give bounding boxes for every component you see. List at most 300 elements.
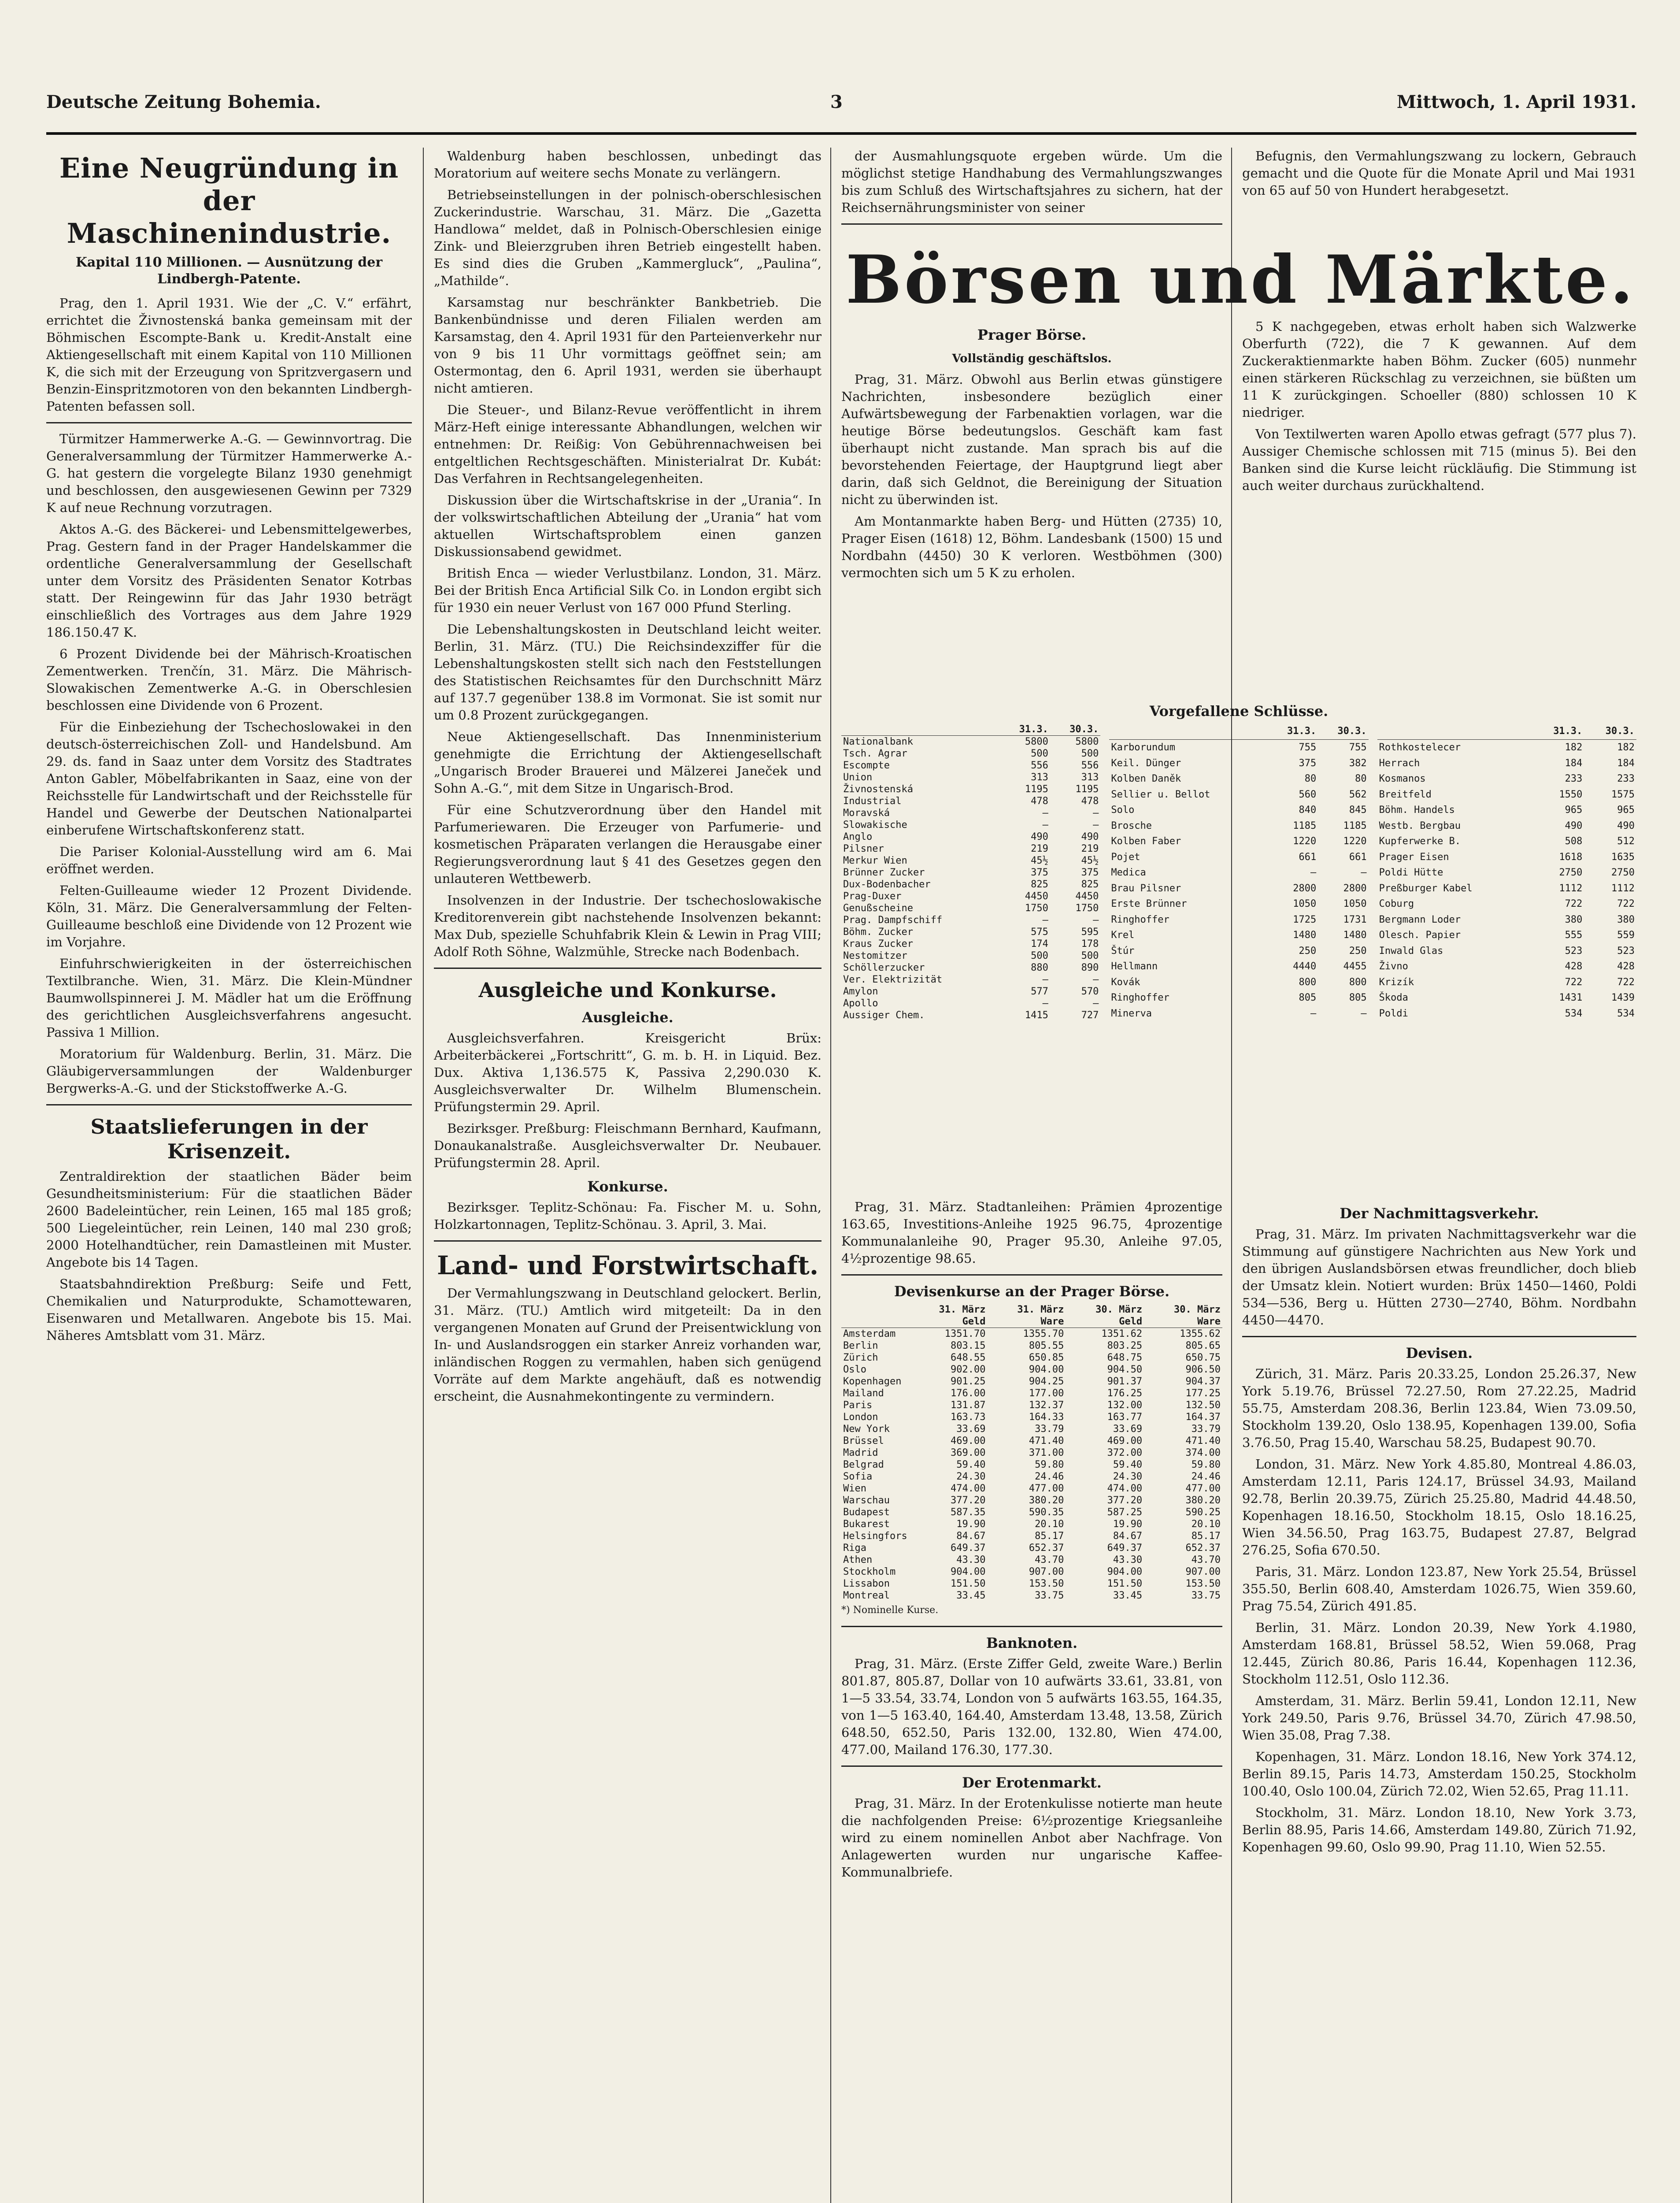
article-paragraph: Ausgleichsverfahren. Kreisgericht Brüx: Arbeiterbäckerei „Fortschritt“, G. m. b. H. in Liquid. Bez. Dux. Aktiva 1,136.575 K, Passiva 2,290.030 K. Ausgleichsverwalter Dr. Wilhelm Blumenschein. Prüfungstermin 29. April. bbox=[434, 1031, 821, 1114]
table-cell: 59.80 bbox=[1191, 1459, 1221, 1470]
table-cell: — bbox=[1310, 1008, 1317, 1019]
table-cell: 800 bbox=[1349, 976, 1367, 988]
headline-nachmittagsverkehr: Der Nachmittagsverkehr. bbox=[1340, 1205, 1539, 1222]
article-paragraph: Berlin, 31. März. London 20.39, New York 4.1980, Amsterdam 168.81, Brüssel 58.52, Wien 59.068, Prag 12.445, Zürich 80.86, Paris 16.44, Kopenhagen 112.36, Stockholm 112.51, Oslo 112.36. bbox=[1242, 1620, 1636, 1687]
boerse-table-columns bbox=[841, 723, 1636, 1021]
table-cell: Kovák bbox=[1111, 976, 1140, 988]
table-cell: 1351.62 bbox=[1101, 1328, 1143, 1339]
subheadline-kapital: Kapital 110 Millionen. — Ausnützung der Lindbergh-Patente. bbox=[75, 255, 383, 287]
boerse-row bbox=[1377, 849, 1636, 865]
table-cell: Pilsner bbox=[843, 843, 884, 854]
table-cell: Riga bbox=[843, 1543, 866, 1554]
table-cell: 1439 bbox=[1611, 992, 1635, 1004]
table-cell: Nationalbank bbox=[843, 736, 913, 747]
table-cell: 474.00 bbox=[1107, 1483, 1143, 1494]
table-cell: 151.50 bbox=[951, 1578, 986, 1589]
table-cell: 33.79 bbox=[1191, 1424, 1221, 1435]
article-paragraph: Prag, 31. März. (Erste Ziffer Geld, zweite Ware.) Berlin 801.87, 805.87, Dollar von 10 aufwärts 33.61, 33.81, von 1—5 33.54, 33.74, London von 5 aufwärts 163.55, 164.35, von 1—5 163.40, 164.40, Amsterdam 13.48, 13.58, Zürich 648.50, 652.50, Paris 132.00, 132.80, Wien 474.00, 477.00, Mailand 176.30, 177.30. bbox=[841, 1656, 1222, 1757]
boerse-row bbox=[1109, 849, 1368, 865]
table-cell: 907.00 bbox=[1029, 1566, 1064, 1577]
table-cell: 575 bbox=[1031, 927, 1048, 938]
table-cell: 177.25 bbox=[1185, 1388, 1221, 1399]
devisen-row bbox=[841, 1399, 1222, 1411]
boerse-row bbox=[1377, 802, 1636, 818]
table-cell: 555 bbox=[1565, 930, 1583, 941]
article-paragraph: 6 Prozent Dividende bei der Mährisch-Kroatischen Zementwerken. Trenčín, 31. März. Die Mährisch-Slowakischen Zementwerke A.-G. in Oberschlesien beschlossen eine Dividende von 6 Prozent. bbox=[46, 646, 412, 713]
table-cell: 965 bbox=[1617, 805, 1635, 816]
table-cell: 904.00 bbox=[1029, 1364, 1064, 1375]
table-cell: Keil. Dünger bbox=[1111, 757, 1181, 769]
table-cell: 577 bbox=[1031, 986, 1048, 997]
devisen-row bbox=[841, 1328, 1222, 1340]
table-cell: 24.30 bbox=[956, 1471, 986, 1482]
table-cell: 369.00 bbox=[951, 1447, 986, 1458]
table-cell: 534 bbox=[1617, 1008, 1635, 1019]
table-cell: 163.77 bbox=[1107, 1412, 1143, 1423]
table-cell: 845 bbox=[1349, 805, 1367, 816]
boerse-row bbox=[841, 998, 1100, 1009]
divider bbox=[434, 1240, 821, 1242]
table-cell: 33.45 bbox=[1113, 1590, 1143, 1601]
table-cell: Wien bbox=[843, 1483, 866, 1494]
table-cell: 59.40 bbox=[956, 1459, 986, 1470]
boerse-row bbox=[841, 736, 1100, 748]
table-cell: 805 bbox=[1299, 992, 1317, 1004]
table-cell: — bbox=[1042, 974, 1048, 985]
article-paragraph: Zürich, 31. März. Paris 20.33.25, London 25.26.37, New York 5.19.76, Brüssel 72.27.50, Rom 27.22.25, Madrid 55.75, Amsterdam 208.36, Berlin 123.84, Wien 73.09.50, Stockholm 139.20, Oslo 138.95, Kopenhagen 139.00, Sofia 3.76.50, Prag 15.40, Warschau 58.25, Budapest 90.70. bbox=[1242, 1366, 1636, 1450]
devisen-table-note: *) Nominelle Kurse. bbox=[841, 1605, 939, 1616]
boerse-row bbox=[1377, 771, 1636, 787]
table-cell: Brau Pilsner bbox=[1111, 883, 1181, 894]
boerse-row bbox=[841, 938, 1100, 950]
boerse-row bbox=[841, 986, 1100, 998]
boerse-row bbox=[1377, 786, 1636, 802]
table-cell: Brosche bbox=[1111, 820, 1152, 831]
table-header-row bbox=[841, 1304, 1222, 1328]
article-paragraph: Paris, 31. März. London 123.87, New York 25.54, Brüssel 355.50, Berlin 608.40, Amsterdam 1026.75, Wien 359.60, Prag 75.54, Zürich 491.85. bbox=[1242, 1564, 1636, 1613]
table-cell: Mailand bbox=[843, 1388, 884, 1399]
table-cell: 1195 bbox=[1025, 784, 1048, 795]
table-cell: Prag. Dampfschiff bbox=[843, 915, 943, 926]
table-cell: 184 bbox=[1565, 757, 1583, 769]
table-cell: 1431 bbox=[1559, 992, 1583, 1004]
table-cell: 1195 bbox=[1075, 784, 1099, 795]
boerse-row bbox=[841, 902, 1100, 914]
table-cell: 523 bbox=[1565, 945, 1583, 957]
table-cell: 1750 bbox=[1075, 903, 1099, 914]
table-header-row bbox=[1109, 723, 1368, 739]
table-cell: Herrach bbox=[1379, 757, 1420, 769]
article-paragraph: Aktos A.-G. des Bäckerei- und Lebensmittelgewerbes, Prag. Gestern fand in der Prager Handelskammer die ordentliche Generalversammlung der Gesellschaft unter dem Vorsitz des Präsidenten Senator Kotrbas statt. Der Reingewinn für das Jahr 1930 beträgt einschließlich des Vortrages aus dem Jahre 1929 186.150.47 K. bbox=[46, 522, 412, 640]
column-1 bbox=[46, 148, 412, 2203]
boerse-row bbox=[1109, 818, 1368, 834]
table-cell: 233 bbox=[1565, 773, 1583, 785]
table-cell: 523 bbox=[1617, 945, 1635, 957]
table-cell: 2800 bbox=[1343, 883, 1367, 894]
table-cell: 478 bbox=[1031, 796, 1048, 807]
article-paragraph: Bezirksger. Preßburg: Fleischmann Bernhard, Kaufmann, Donaukanalstraße. Ausgleichsverwalter Dr. Neubauer. Prüfungstermin 28. April. bbox=[434, 1121, 821, 1170]
devisen-row bbox=[841, 1542, 1222, 1554]
table-cell: 380 bbox=[1565, 914, 1583, 925]
headline-land-forst: Land- und Forstwirtschaft. bbox=[437, 1250, 819, 1280]
table-cell: 500 bbox=[1031, 748, 1048, 759]
table-cell: 755 bbox=[1299, 742, 1317, 753]
boerse-row bbox=[1109, 834, 1368, 849]
table-cell: 648.75 bbox=[1107, 1352, 1143, 1363]
table-cell: 1725 bbox=[1293, 914, 1317, 925]
table-cell: London bbox=[843, 1412, 878, 1423]
table-header-cell: 31. März Ware bbox=[988, 1304, 1066, 1328]
boerse-row bbox=[1377, 818, 1636, 834]
table-cell: 428 bbox=[1565, 961, 1583, 972]
table-cell: 469.00 bbox=[1107, 1435, 1143, 1446]
table-cell: 313 bbox=[1031, 772, 1048, 783]
table-cell: 33.75 bbox=[1035, 1590, 1064, 1601]
table-header-cell bbox=[1377, 723, 1532, 739]
table-cell: 182 bbox=[1565, 742, 1583, 753]
headline-devisenkurse: Devisenkurse an der Prager Börse. bbox=[894, 1283, 1170, 1300]
column-rule bbox=[1231, 148, 1232, 2203]
table-cell: 382 bbox=[1349, 757, 1367, 769]
table-cell: Budapest bbox=[843, 1507, 890, 1518]
table-cell: 80 bbox=[1304, 773, 1317, 785]
table-cell: Amsterdam bbox=[843, 1328, 896, 1339]
table-cell: 595 bbox=[1081, 927, 1099, 938]
table-cell: Medica bbox=[1111, 867, 1146, 879]
boerse-row bbox=[1109, 771, 1368, 787]
table-cell: 1355.70 bbox=[1023, 1328, 1064, 1339]
table-cell: 84.67 bbox=[956, 1531, 986, 1542]
subheadline-konkurse: Konkurse. bbox=[587, 1178, 668, 1195]
table-cell: — bbox=[1093, 974, 1099, 985]
devisen-row bbox=[841, 1352, 1222, 1364]
table-cell: Industrial bbox=[843, 796, 902, 807]
table-cell: 560 bbox=[1299, 789, 1317, 800]
table-cell: 471.40 bbox=[1185, 1435, 1221, 1446]
boerse-row bbox=[841, 795, 1100, 807]
article-paragraph: 5 K nachgegeben, etwas erholt haben sich Walzwerke Oberfurth (722), die 7 K gewannen. Auf dem Zuckeraktienmarkte haben Böhm. Zucker (605) nunmehr einen stärkeren Rückschlag zu verzeichnen, sie büßten um 11 K zurückgingen. Schoeller (880) schlossen 10 K niedriger. bbox=[1242, 319, 1636, 420]
table-cell: 313 bbox=[1081, 772, 1099, 783]
table-header-cell: 30. März Geld bbox=[1066, 1304, 1144, 1328]
devisen-row bbox=[841, 1566, 1222, 1578]
article-paragraph: Amsterdam, 31. März. Berlin 59.41, London 12.11, New York 249.50, Paris 9.76, Brüssel 34.70, Zürich 47.98.50, Wien 35.08, Prag 7.38. bbox=[1242, 1693, 1636, 1743]
table-cell: — bbox=[1042, 808, 1048, 819]
table-cell: Paris bbox=[843, 1400, 873, 1411]
table-cell: 43.30 bbox=[1113, 1554, 1143, 1565]
table-cell: 1618 bbox=[1559, 851, 1583, 863]
devisen-row bbox=[841, 1483, 1222, 1495]
table-cell: 45½ bbox=[1081, 855, 1099, 866]
table-cell: 500 bbox=[1031, 950, 1048, 961]
article-paragraph: Befugnis, den Vermahlungszwang zu lockern, Gebrauch gemacht und die Quote für die Monate April und Mai 1931 von 65 auf 50 von Hundert herabgesetzt. bbox=[1242, 148, 1636, 198]
subheadline-ausgleiche: Ausgleiche. bbox=[582, 1009, 673, 1026]
boerse-row bbox=[841, 867, 1100, 879]
table-cell: Hellmann bbox=[1111, 961, 1158, 972]
boerse-row bbox=[1109, 1005, 1368, 1021]
article-paragraph: Waldenburg haben beschlossen, unbedingt das Moratorium auf weitere sechs Monate zu verlängern. bbox=[434, 148, 821, 181]
table-cell: 43.30 bbox=[956, 1554, 986, 1565]
devisen-row bbox=[841, 1495, 1222, 1506]
table-cell: 153.50 bbox=[1029, 1578, 1064, 1589]
boerse-row bbox=[841, 771, 1100, 783]
table-cell: 233 bbox=[1617, 773, 1635, 785]
table-cell: 469.00 bbox=[951, 1435, 986, 1446]
boerse-row bbox=[1377, 880, 1636, 896]
devisen-row bbox=[841, 1411, 1222, 1423]
table-cell: 901.37 bbox=[1107, 1376, 1143, 1387]
table-cell: — bbox=[1093, 998, 1099, 1009]
table-cell: 556 bbox=[1031, 760, 1048, 771]
table-cell: Böhm. Zucker bbox=[843, 927, 913, 938]
devisen-table bbox=[841, 1304, 1222, 1602]
column-rule bbox=[423, 148, 424, 2203]
table-cell: 177.00 bbox=[1029, 1388, 1064, 1399]
article-paragraph: Betriebseinstellungen in der polnisch-oberschlesischen Zuckerindustrie. Warschau, 31. März. Die „Gazetta Handlowa“ meldet, daß in Polnisch-Oberschlesien einige Zink- und Bleierzgruben ihren Betrieb eingestellt haben. Es sind dies die Gruben „Kammergluck“, „Paulina“, „Mathilde“. bbox=[434, 187, 821, 288]
table-cell: 1355.62 bbox=[1180, 1328, 1221, 1339]
table-header-row bbox=[841, 723, 1100, 736]
table-cell: 2800 bbox=[1293, 883, 1317, 894]
article-paragraph: Moratorium für Waldenburg. Berlin, 31. März. Die Gläubigerversammlungen der Waldenburger Bergwerks-A.-G. und der Stickstoffwerke A.-G. bbox=[46, 1046, 412, 1096]
boerse-row bbox=[1377, 943, 1636, 959]
article-paragraph: Türmitzer Hammerwerke A.-G. — Gewinnvortrag. Die Generalversammlung der Türmitzer Hammerwerke A.-G. hat gestern die vorgelegte Bilanz 1930 genehmigt und beschlossen, den ausgewiesenen Gewinn per 7329 K auf neue Rechnung vorzutragen. bbox=[46, 431, 412, 515]
table-cell: Anglo bbox=[843, 831, 873, 842]
headline-erotenmarkt: Der Erotenmarkt. bbox=[962, 1774, 1102, 1791]
boerse-row bbox=[1109, 927, 1368, 943]
table-cell: 33.75 bbox=[1191, 1590, 1221, 1601]
devisen-row bbox=[841, 1364, 1222, 1376]
article-paragraph: Diskussion über die Wirtschaftskrise in der „Urania“. In der volkswirtschaftlichen Abteilung der „Urania“ hat vom aktuellen Wirtschaftsproblem einen ganzen Diskussionsabend gewidmet. bbox=[434, 493, 821, 559]
table-cell: — bbox=[1093, 820, 1099, 831]
devisen-row bbox=[841, 1340, 1222, 1352]
article-paragraph: Felten-Guilleaume wieder 12 Prozent Dividende. Köln, 31. März. Die Generalversammlung der Felten-Guilleaume beschloß eine Dividende von 12 Prozent wie im Vorjahre. bbox=[46, 883, 412, 949]
table-cell: — bbox=[1042, 915, 1048, 926]
subheadline-geschaeftslos: Vollständig geschäftslos. bbox=[952, 352, 1112, 365]
table-cell: 2750 bbox=[1611, 867, 1635, 879]
article-paragraph: Insolvenzen in der Industrie. Der tschechoslowakische Kreditorenverein gibt nachstehende Insolvenzen bekannt: Max Dub, spezielle Schuhfabrik Klein & Lewin in Prag VIII; Adolf Roth Söhne, Walzmühle, Strecke nach Bodenbach. bbox=[434, 893, 821, 959]
table-cell: 490 bbox=[1031, 831, 1048, 842]
column-2 bbox=[434, 148, 821, 2203]
table-cell: 587.35 bbox=[951, 1507, 986, 1518]
table-cell: 965 bbox=[1565, 805, 1583, 816]
table-cell: 1731 bbox=[1343, 914, 1367, 925]
table-cell: 1415 bbox=[1025, 1010, 1048, 1021]
header-newspaper-name: Deutsche Zeitung Bohemia. bbox=[46, 92, 321, 112]
table-cell: 2750 bbox=[1559, 867, 1583, 879]
boerse-row bbox=[841, 914, 1100, 926]
article-paragraph: Bezirksger. Teplitz-Schönau: Fa. Fischer M. u. Sohn, Holzkartonnagen, Teplitz-Schönau. 3. April, 3. Mai. bbox=[434, 1200, 821, 1232]
table-cell: 250 bbox=[1299, 945, 1317, 957]
table-cell: 380.20 bbox=[1029, 1495, 1064, 1506]
table-cell: 375 bbox=[1081, 867, 1099, 878]
table-cell: 508 bbox=[1565, 836, 1583, 847]
headline-ausgleiche: Ausgleiche und Konkurse. bbox=[478, 978, 777, 1002]
table-cell: Inwald Glas bbox=[1379, 945, 1443, 957]
table-cell: Ver. Elektrizität bbox=[843, 974, 943, 985]
table-cell: Amylon bbox=[843, 986, 878, 997]
table-cell: Sellier u. Bellot bbox=[1111, 789, 1210, 800]
table-cell: 1575 bbox=[1611, 789, 1635, 800]
table-cell: Apollo bbox=[843, 998, 878, 1009]
table-cell: 24.46 bbox=[1035, 1471, 1064, 1482]
boerse-row bbox=[841, 807, 1100, 819]
table-cell: 5800 bbox=[1075, 736, 1099, 747]
table-cell: Živno bbox=[1379, 961, 1408, 972]
article-paragraph: Prag, 31. März. Obwohl aus Berlin etwas günstigere Nachrichten, insbesondere bezüglich einer Aufwärtsbewegung der Farbenaktien vorlagen, war die heutige Börse bedeutungslos. Geschäft kam fast überhaupt nicht zustande. Man sprach bis auf die bevorstehenden Feiertage, der Hauptgrund liegt aber darin, daß sich Geldnot, die Bereinigung der Situation nicht zu überwinden ist. bbox=[841, 372, 1222, 507]
table-cell: 590.25 bbox=[1185, 1507, 1221, 1518]
table-cell: 722 bbox=[1565, 976, 1583, 988]
table-cell: Stockholm bbox=[843, 1566, 896, 1577]
article-paragraph: Karsamstag nur beschränkter Bankbetrieb. Die Bankenbündnisse und deren Filialen werden am Karsamstag, den 4. April 1931 für den Parteienverkehr nur von 9 bis 11 Uhr vormittags geöffnet sein; am Ostermontag, den 6. April 1931, werden sie überhaupt nicht amtieren. bbox=[434, 295, 821, 396]
table-cell: 19.90 bbox=[956, 1519, 986, 1530]
table-cell: Erste Brünner bbox=[1111, 898, 1187, 910]
boerse-table-right bbox=[1109, 723, 1368, 1021]
table-cell: 1351.70 bbox=[944, 1328, 986, 1339]
table-cell: Kupferwerke B. bbox=[1379, 836, 1461, 847]
table-cell: 902.00 bbox=[951, 1364, 986, 1375]
boerse-row bbox=[1109, 959, 1368, 975]
table-cell: Breitfeld bbox=[1379, 789, 1432, 800]
table-cell: 500 bbox=[1081, 748, 1099, 759]
table-cell: Merkur Wien bbox=[843, 855, 907, 866]
table-cell: 890 bbox=[1081, 962, 1099, 973]
boerse-row bbox=[841, 819, 1100, 831]
table-cell: 84.67 bbox=[1113, 1531, 1143, 1542]
headline-banknoten: Banknoten. bbox=[986, 1635, 1078, 1651]
table-cell: Oslo bbox=[843, 1364, 866, 1375]
article-paragraph: Für eine Schutzverordnung über den Handel mit Parfumeriewaren. Die Erzeuger von Parfumerie- und kosmetischen Präparaten verlangen die Herausgabe einer Regierungsverordnung laut § 41 des Gesetzes gegen den unlauteren Wettbewerb. bbox=[434, 802, 821, 886]
table-cell: 59.40 bbox=[1113, 1459, 1143, 1470]
table-cell: 372.00 bbox=[1107, 1447, 1143, 1458]
table-cell: 477.00 bbox=[1185, 1483, 1221, 1494]
table-cell: 1112 bbox=[1559, 883, 1583, 894]
table-cell: 4455 bbox=[1343, 961, 1367, 972]
table-cell: 24.46 bbox=[1191, 1471, 1221, 1482]
divider bbox=[841, 223, 1222, 225]
table-cell: 1635 bbox=[1611, 851, 1635, 863]
boerse-row bbox=[1377, 896, 1636, 912]
table-cell: 20.10 bbox=[1191, 1519, 1221, 1530]
boerse-row bbox=[1377, 865, 1636, 881]
table-cell: 380 bbox=[1617, 914, 1635, 925]
header-page-number: 3 bbox=[830, 92, 843, 112]
article-paragraph: Die Lebenshaltungskosten in Deutschland leicht weiter. Berlin, 31. März. (TU.) Die Reichsindexziffer für die Lebenshaltungskosten stellt sich nach den Feststellungen des Statistischen Reichsamtes für den Durchschnitt März auf 137.7 gegenüber 138.8 im Vormonat. Sie ist somit nur um 0.8 Prozent zurückgegangen. bbox=[434, 622, 821, 723]
table-cell: 33.69 bbox=[1113, 1424, 1143, 1435]
table-cell: Kopenhagen bbox=[843, 1376, 902, 1387]
boerse-table-left bbox=[841, 723, 1100, 1021]
table-cell: 825 bbox=[1081, 879, 1099, 890]
table-header-cell: 30. März Ware bbox=[1144, 1304, 1222, 1328]
table-cell: Madrid bbox=[843, 1447, 878, 1458]
table-cell: 85.17 bbox=[1035, 1531, 1064, 1542]
devisen-row bbox=[841, 1518, 1222, 1530]
table-cell: — bbox=[1042, 998, 1048, 1009]
table-cell: Preßburger Kabel bbox=[1379, 883, 1473, 894]
table-cell: 377.20 bbox=[1107, 1495, 1143, 1506]
table-header-cell: 31.3. bbox=[1532, 723, 1584, 739]
boerse-row bbox=[1109, 974, 1368, 990]
table-cell: 131.87 bbox=[951, 1400, 986, 1411]
table-cell: 178 bbox=[1081, 938, 1099, 949]
article-paragraph: Prag, 31. März. Im privaten Nachmittagsverkehr war die Stimmung auf günstigere Nachrichten aus New York und den übrigen Auslandsbörsen etwas freundlicher, doch blieb der Umsatz klein. Notiert wurden: Brüx 1450—1460, Poldi 534—536, Berg u. Hütten 2730—2740, Böhm. Nordbahn 4450—4470. bbox=[1242, 1227, 1636, 1328]
table-cell: 722 bbox=[1617, 898, 1635, 910]
table-cell: Olesch. Papier bbox=[1379, 930, 1461, 941]
table-cell: 132.37 bbox=[1029, 1400, 1064, 1411]
table-cell: 377.20 bbox=[951, 1495, 986, 1506]
article-paragraph: Einfuhrschwierigkeiten in der österreichischen Textilbranche. Wien, 31. März. Die Klein-Mündner Baumwollspinnerei J. M. Mädler hat um die Eröffnung des gerichtlichen Ausgleichsverfahrens angesucht. Passiva 1 Million. bbox=[46, 956, 412, 1040]
article-paragraph: Kopenhagen, 31. März. London 18.16, New York 374.12, Berlin 89.15, Paris 14.73, Amsterdam 150.25, Stockholm 100.40, Oslo 100.04, Zürich 72.02, Wien 52.65, Prag 11.11. bbox=[1242, 1749, 1636, 1799]
boerse-row bbox=[841, 831, 1100, 843]
boerse-row bbox=[841, 748, 1100, 760]
article-paragraph: London, 31. März. New York 4.85.80, Montreal 4.86.03, Amsterdam 12.11, Paris 124.17, Brüssel 34.93, Mailand 92.78, Berlin 20.39.75, Zürich 25.25.80, Madrid 44.48.50, Kopenhagen 18.16.50, Stockholm 18.15, Oslo 18.16.25, Wien 34.56.50, Prag 163.75, Budapest 27.87, Belgrad 276.25, Sofia 670.50. bbox=[1242, 1457, 1636, 1558]
divider bbox=[46, 422, 412, 423]
divider bbox=[1242, 1336, 1636, 1337]
devisen-row bbox=[841, 1506, 1222, 1518]
table-cell: 562 bbox=[1349, 789, 1367, 800]
table-cell: Sofia bbox=[843, 1471, 873, 1482]
table-cell: 880 bbox=[1031, 962, 1048, 973]
boerse-row bbox=[841, 962, 1100, 974]
boerse-row bbox=[1109, 786, 1368, 802]
table-cell: Lissabon bbox=[843, 1578, 890, 1589]
table-cell: — bbox=[1042, 820, 1048, 831]
table-cell: 805.55 bbox=[1029, 1340, 1064, 1351]
boerse-row bbox=[1109, 912, 1368, 927]
table-cell: 33.45 bbox=[956, 1590, 986, 1601]
table-header-cell: 31.3. bbox=[999, 723, 1050, 736]
table-cell: 477.00 bbox=[1029, 1483, 1064, 1494]
boerse-row bbox=[841, 890, 1100, 902]
table-cell: Poldi Hütte bbox=[1379, 867, 1443, 879]
boerse-row bbox=[1377, 974, 1636, 990]
boerse-row bbox=[1109, 896, 1368, 912]
table-cell: 803.25 bbox=[1107, 1340, 1143, 1351]
table-cell: 490 bbox=[1617, 820, 1635, 831]
table-cell: — bbox=[1361, 1008, 1367, 1019]
devisen-row bbox=[841, 1459, 1222, 1471]
headline-devisen: Devisen. bbox=[1406, 1345, 1473, 1361]
table-cell: 219 bbox=[1031, 843, 1048, 854]
article-paragraph: Für die Einbeziehung der Tschechoslowakei in den deutsch-österreichischen Zoll- und Handelsbund. Am 29. ds. fand in Saaz unter dem Vorsitz des Stadtrates Anton Gabler, Möbelfabrikanten in Saaz, eine von der Reichsstelle für Landwirtschaft und der Reichsstelle für Handel und Gewerbe der Deutschen Nationalpartei einberufene Wirtschaftskonferenz statt. bbox=[46, 719, 412, 838]
article-paragraph: British Enca — wieder Verlustbilanz. London, 31. März. Bei der British Enca Artificial Silk Co. in London ergibt sich für 1930 ein neuer Verlust von 167 000 Pfund Sterling. bbox=[434, 566, 821, 615]
boerse-row bbox=[841, 855, 1100, 867]
table-header-cell bbox=[841, 723, 999, 736]
section-title-boersen: Börsen und Märkte. bbox=[846, 241, 1636, 319]
boerse-row bbox=[1377, 959, 1636, 975]
table-cell: Genußscheine bbox=[843, 903, 913, 914]
table-cell: 471.40 bbox=[1029, 1435, 1064, 1446]
table-cell: 649.37 bbox=[951, 1543, 986, 1554]
table-cell: Tsch. Agrar bbox=[843, 748, 907, 759]
table-cell: Bergmann Loder bbox=[1379, 914, 1461, 925]
table-cell: 490 bbox=[1565, 820, 1583, 831]
table-cell: 43.70 bbox=[1035, 1554, 1064, 1565]
table-cell: 904.00 bbox=[1107, 1566, 1143, 1577]
table-cell: 380.20 bbox=[1185, 1495, 1221, 1506]
table-cell: 534 bbox=[1565, 1008, 1583, 1019]
table-cell: 4450 bbox=[1075, 891, 1099, 902]
boerse-row bbox=[1109, 739, 1368, 755]
table-cell: Ringhoffer bbox=[1111, 914, 1169, 925]
table-cell: Schöllerzucker bbox=[843, 962, 925, 973]
table-cell: Westb. Bergbau bbox=[1379, 820, 1461, 831]
table-cell: 176.25 bbox=[1107, 1388, 1143, 1399]
table-cell: 755 bbox=[1349, 742, 1367, 753]
table-header-cell bbox=[841, 1304, 909, 1328]
table-cell: Ringhoffer bbox=[1111, 992, 1169, 1004]
table-cell: 500 bbox=[1081, 950, 1099, 961]
table-cell: 803.15 bbox=[951, 1340, 986, 1351]
table-cell: Böhm. Handels bbox=[1379, 805, 1455, 816]
